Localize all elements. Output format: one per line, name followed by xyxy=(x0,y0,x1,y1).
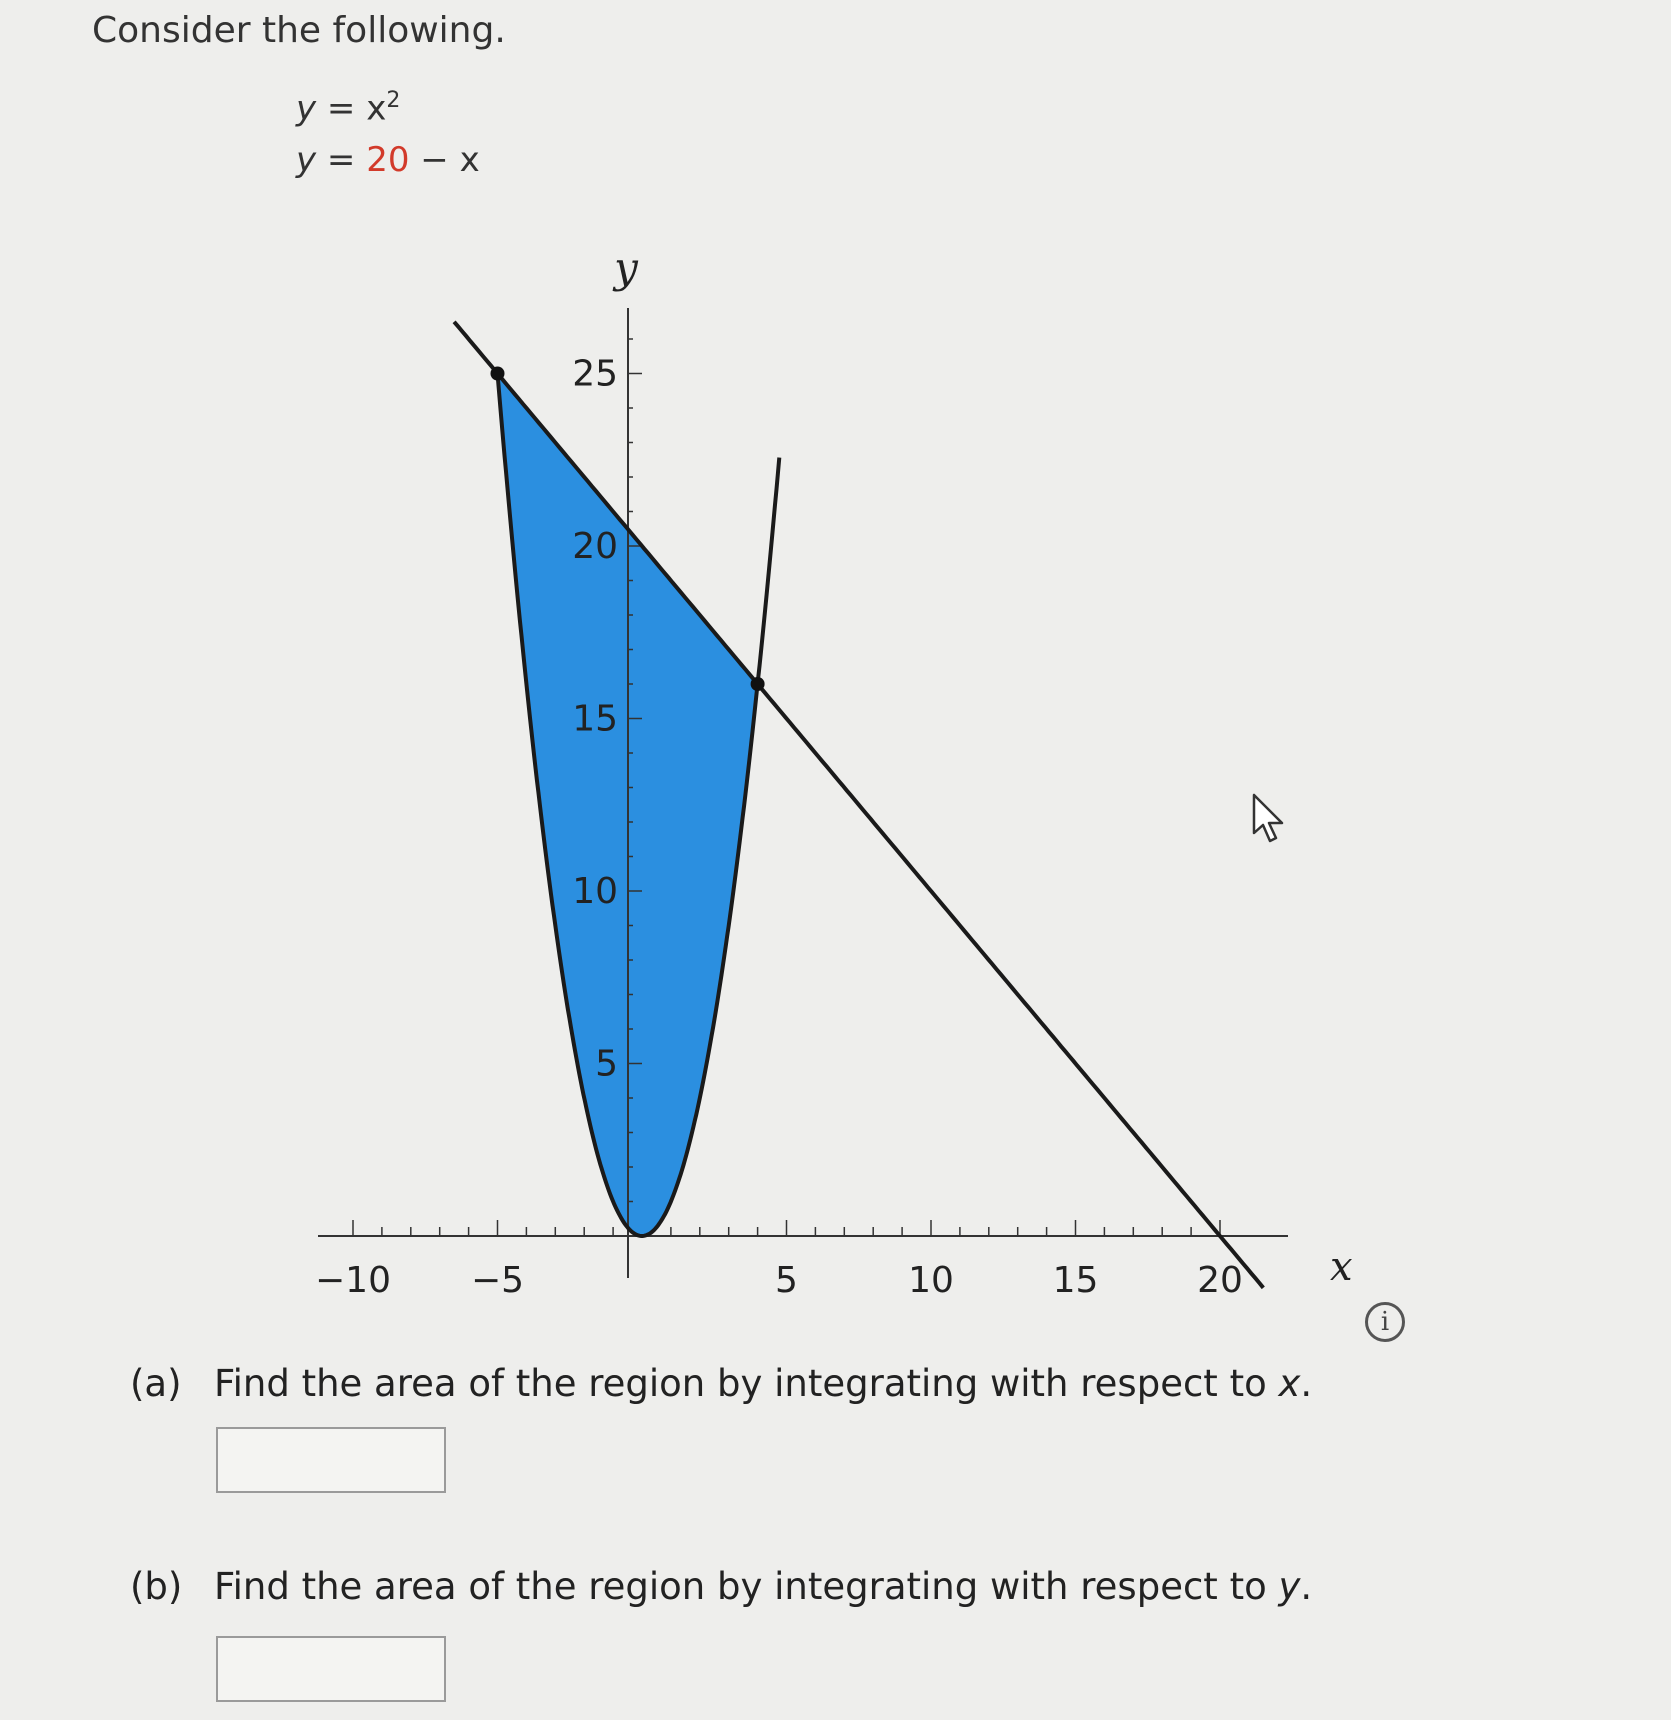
mouse-cursor-icon xyxy=(1252,793,1290,845)
question-a xyxy=(130,1362,1312,1405)
answer-a-input[interactable] xyxy=(216,1427,446,1493)
intro-text: Consider the following. xyxy=(92,10,506,51)
x-tick-label: −5 xyxy=(470,1260,525,1301)
x-tick-label: 10 xyxy=(908,1260,954,1301)
x-tick-label: −10 xyxy=(315,1260,391,1301)
intersection-point xyxy=(751,677,765,691)
y-tick-label: 10 xyxy=(572,871,618,912)
question-b xyxy=(130,1565,1312,1608)
intersection-point xyxy=(491,367,505,381)
eq2-rest: − x xyxy=(409,140,480,180)
eq1-exponent: 2 xyxy=(386,88,401,113)
eq2-mid: = xyxy=(316,140,367,180)
x-axis-label: x xyxy=(1330,1244,1353,1290)
x-tick-label: 5 xyxy=(775,1260,798,1301)
answer-b-input[interactable] xyxy=(216,1636,446,1702)
y-tick-label: 25 xyxy=(572,353,618,395)
x-tick-label: 15 xyxy=(1052,1260,1099,1301)
y-tick-label: 5 xyxy=(595,1043,618,1085)
y-tick-label: 20 xyxy=(572,526,618,567)
x-tick-label: 20 xyxy=(1197,1260,1243,1301)
eq1-mid: = x xyxy=(316,88,387,129)
eq2-lhs: y xyxy=(296,140,317,180)
question-a-text: Find the area of the region by integrating with respect to xyxy=(214,1362,1279,1405)
question-b-var: y xyxy=(1278,1565,1301,1608)
y-tick-label: 15 xyxy=(572,698,618,740)
question-a-var: x xyxy=(1278,1362,1301,1405)
eq1-lhs: y xyxy=(296,88,317,129)
question-a-label: (a) xyxy=(130,1362,182,1405)
eq2-number: 20 xyxy=(366,140,410,180)
question-b-text: Find the area of the region by integrating with respect to xyxy=(214,1565,1279,1608)
question-b-end: . xyxy=(1300,1565,1313,1608)
question-a-end: . xyxy=(1300,1362,1313,1405)
y-axis-label: y xyxy=(614,243,638,292)
question-b-label: (b) xyxy=(130,1565,183,1608)
info-icon[interactable]: i xyxy=(1365,1302,1405,1342)
